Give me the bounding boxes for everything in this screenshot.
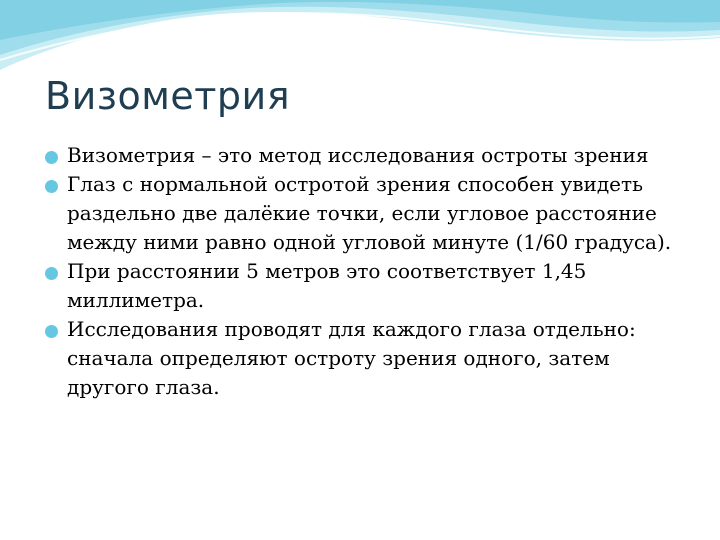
bullet-text: Глаз с нормальной остротой зрения способен увидеть раздельно две далёкие точки, если угловое расстояние между ними равно одной угловой минуте (1/60 градуса).: [67, 172, 672, 254]
list-item: [45, 315, 695, 402]
list-item: [45, 257, 695, 315]
bullet-text: Визометрия – это метод исследования остроты зрения: [67, 143, 649, 167]
slide-title: Визометрия: [45, 74, 291, 118]
bullet-text: Исследования проводят для каждого глаза отдельно: сначала определяют остроту зрения одного, затем другого глаза.: [67, 317, 636, 399]
bullet-dot-icon: [45, 325, 58, 338]
bullet-text: При расстоянии 5 метров это соответствует 1,45 миллиметра.: [67, 259, 587, 312]
bullet-dot-icon: [45, 267, 58, 280]
bullet-dot-icon: [45, 151, 58, 164]
list-item: [45, 141, 695, 170]
list-item: [45, 170, 695, 257]
bullet-list: [45, 141, 695, 402]
bullet-dot-icon: [45, 180, 58, 193]
